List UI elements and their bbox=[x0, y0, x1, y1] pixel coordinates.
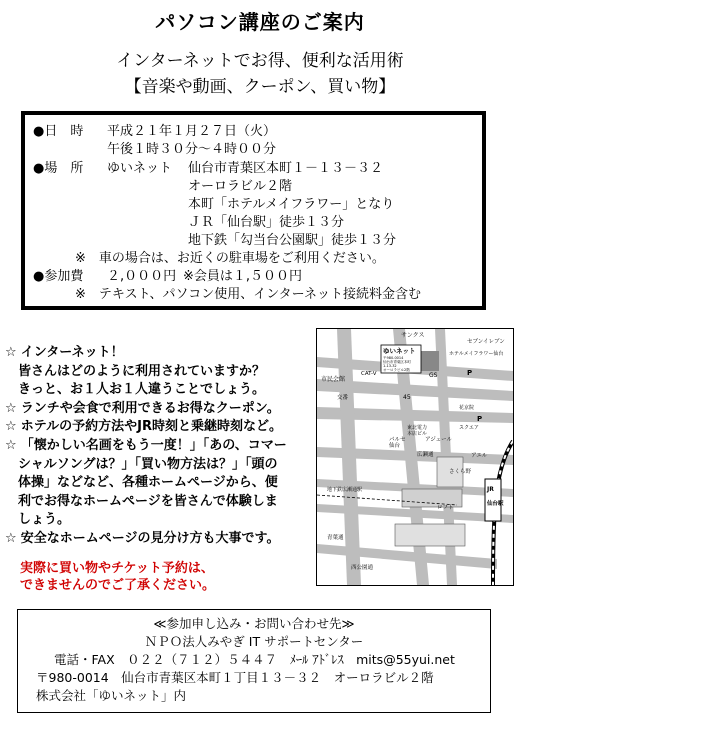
svg-text:仙台市青葉区本町: 仙台市青葉区本町 bbox=[383, 360, 411, 364]
svg-text:東北電力: 東北電力 bbox=[407, 425, 428, 431]
fee-note: ※ テキスト、パソコン使用、インターネット接続料金含む bbox=[75, 287, 422, 302]
list-item: 利でお得なホームページを皆さんで体験しま bbox=[5, 493, 278, 509]
svg-text:P: P bbox=[467, 369, 473, 377]
fee-member: ※会員は１,５００円 bbox=[183, 269, 303, 284]
time-value: 午後１時３０分～４時００分 bbox=[107, 142, 277, 157]
svg-text:〒980-0014: 〒980-0014 bbox=[383, 356, 404, 360]
svg-text:ゆいネット: ゆいネット bbox=[383, 347, 416, 355]
svg-text:JR: JR bbox=[487, 486, 494, 493]
svg-text:地下鉄広瀬通駅: 地下鉄広瀬通駅 bbox=[327, 487, 363, 493]
svg-text:交番: 交番 bbox=[337, 395, 349, 401]
subtitle: インターネットでお得、便利な活用術 bbox=[116, 51, 404, 71]
svg-text:さくら野: さくら野 bbox=[449, 469, 472, 475]
access-map bbox=[316, 328, 514, 586]
notice-line-1: 実際に買い物やチケット予約は、 bbox=[20, 561, 214, 576]
contact-org: ＮＰＯ法人みやぎ IT サポートセンター bbox=[144, 634, 364, 649]
list-item: ☆ 「懐かしい名画をもう一度！」「あの、コマー bbox=[5, 437, 287, 453]
place-note-subway: 地下鉄「勾当台公園駅」徒歩１３分 bbox=[188, 233, 397, 248]
fee-label: ●参加費 bbox=[33, 269, 84, 284]
list-item: 皆さんはどのように利用されていますか？ bbox=[5, 363, 266, 379]
svg-text:P: P bbox=[477, 415, 483, 423]
svg-text:アジェール: アジェール bbox=[425, 437, 453, 443]
map-graphic bbox=[317, 329, 513, 585]
svg-text:1-13-32: 1-13-32 bbox=[383, 364, 397, 368]
page-title: パソコン講座のご案内 bbox=[155, 10, 365, 34]
date-value: 平成２１年１月２７日（火） bbox=[107, 124, 277, 139]
list-item: ☆ 安全なホームページの見分け方も大事です。 bbox=[5, 530, 280, 546]
purchase-notice bbox=[20, 560, 215, 594]
svg-text:市民会館: 市民会館 bbox=[321, 376, 346, 383]
date-label: ●日 時 bbox=[33, 124, 84, 139]
svg-text:仙台: 仙台 bbox=[389, 443, 401, 449]
svg-text:広瀬通: 広瀬通 bbox=[417, 452, 434, 458]
parking-note: ※ 車の場合は、お近くの駐車場をご利用ください。 bbox=[75, 251, 385, 266]
list-item: きっと、お１人お１人違うことでしょう。 bbox=[5, 382, 266, 398]
place-note-hotel: 本町「ホテルメイフラワー」となり bbox=[188, 197, 395, 212]
list-item: ☆ インターネット！ bbox=[5, 345, 124, 360]
contact-box bbox=[17, 609, 491, 713]
star-icon: ☆ bbox=[5, 437, 17, 453]
place-building: オーロラビル２階 bbox=[188, 179, 293, 194]
contact-company: 株式会社「ゆいネット」内 bbox=[36, 688, 187, 703]
star-icon: ☆ bbox=[5, 400, 17, 416]
place-name: ゆいネット bbox=[107, 161, 173, 176]
list-item: シャルソングは？」「買い物方法は？」「頭の bbox=[5, 456, 278, 472]
star-icon: ☆ bbox=[5, 530, 17, 546]
svg-text:仙台駅: 仙台駅 bbox=[487, 501, 504, 507]
star-icon: ☆ bbox=[5, 419, 17, 435]
svg-text:本店ビル: 本店ビル bbox=[407, 431, 428, 437]
svg-text:ロフト: ロフト bbox=[437, 505, 454, 511]
star-icon: ☆ bbox=[5, 345, 17, 360]
list-item: しょう。 bbox=[5, 512, 71, 528]
svg-text:45: 45 bbox=[403, 394, 411, 401]
svg-text:サンクス: サンクス bbox=[401, 332, 425, 339]
svg-text:CAT-V: CAT-V bbox=[361, 371, 377, 377]
fee-value: ２,０００円 bbox=[107, 269, 177, 284]
svg-text:スクエア: スクエア bbox=[459, 425, 479, 431]
event-info-box bbox=[21, 111, 486, 310]
place-note-jr: ＪＲ「仙台駅」徒歩１３分 bbox=[188, 215, 345, 230]
place-label: ●場 所 bbox=[33, 161, 84, 176]
svg-text:ホテルメイフラワー仙台: ホテルメイフラワー仙台 bbox=[449, 351, 504, 357]
svg-text:GS: GS bbox=[429, 372, 438, 379]
list-item: 体操」などなど、各種ホームページから、便 bbox=[5, 475, 278, 491]
svg-text:青葉通: 青葉通 bbox=[327, 535, 344, 541]
svg-text:花京院: 花京院 bbox=[459, 405, 475, 411]
topics: 【音楽や動画、クーポン、買い物】 bbox=[124, 77, 396, 97]
svg-text:オーロラビル2階: オーロラビル2階 bbox=[383, 368, 410, 372]
place-address: 仙台市青葉区本町１－１３－３２ bbox=[188, 161, 384, 176]
list-item: ☆ ランチや会食で利用できるお得なクーポン。 bbox=[5, 400, 280, 416]
feature-list bbox=[5, 344, 310, 549]
list-item: ☆ ホテルの予約方法やJR時刻と乗継時刻など。 bbox=[5, 419, 282, 435]
contact-heading: ≪参加申し込み・お問い合わせ先≫ bbox=[153, 616, 355, 631]
notice-line-2: できませんのでご了承ください。 bbox=[20, 578, 216, 593]
contact-address: 〒980-0014 仙台市青葉区本町１丁目１３－３２ オーロラビル２階 bbox=[36, 670, 434, 685]
svg-text:セブンイレブン: セブンイレブン bbox=[467, 339, 505, 345]
svg-text:アエル: アエル bbox=[471, 453, 488, 459]
contact-phone: 電話・FAX ０２２（７１２）５４４７ ﾒｰﾙ ｱﾄﾞﾚｽ mits@55yui.net bbox=[54, 652, 455, 667]
svg-text:西公園通: 西公園通 bbox=[351, 565, 374, 571]
svg-text:パルセ: パルセ bbox=[389, 437, 406, 443]
